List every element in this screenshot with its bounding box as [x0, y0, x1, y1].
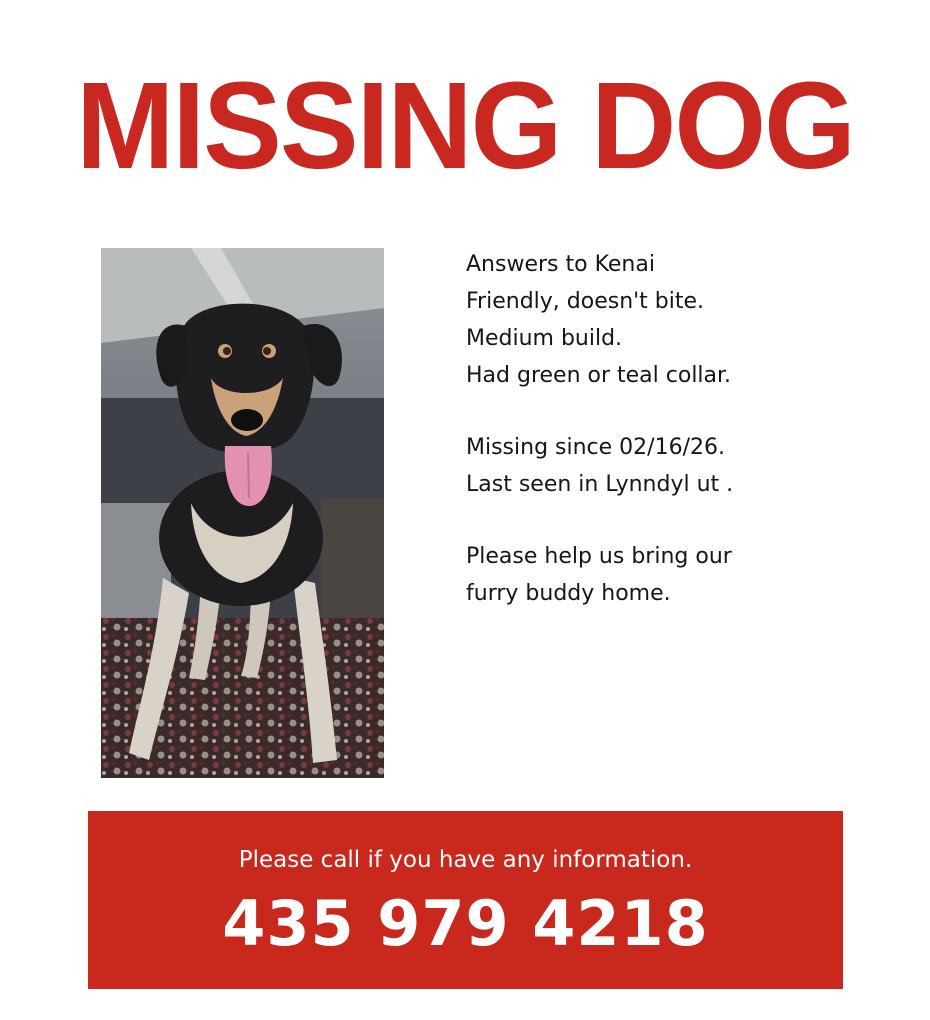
detail-plea-line-2: furry buddy home.	[466, 581, 671, 606]
page-title: MISSING DOG	[76, 56, 854, 196]
detail-build: Medium build.	[466, 326, 623, 351]
detail-name: Answers to Kenai	[466, 252, 655, 277]
dog-photo	[101, 248, 384, 778]
dog-photo-image	[101, 248, 384, 778]
detail-last-seen: Last seen in Lynndyl ut .	[466, 472, 734, 497]
spacer	[466, 394, 906, 429]
detail-missing-since: Missing since 02/16/26.	[466, 435, 725, 460]
dog-details	[466, 246, 906, 612]
call-instructions: Please call if you have any information.	[238, 847, 693, 873]
contact-banner	[88, 811, 843, 989]
phone-number[interactable]: 435 979 4218	[222, 887, 709, 960]
spacer	[466, 503, 906, 538]
detail-collar: Had green or teal collar.	[466, 363, 732, 388]
detail-temperament: Friendly, doesn't bite.	[466, 289, 705, 314]
detail-plea-line-1: Please help us bring our	[466, 544, 732, 569]
